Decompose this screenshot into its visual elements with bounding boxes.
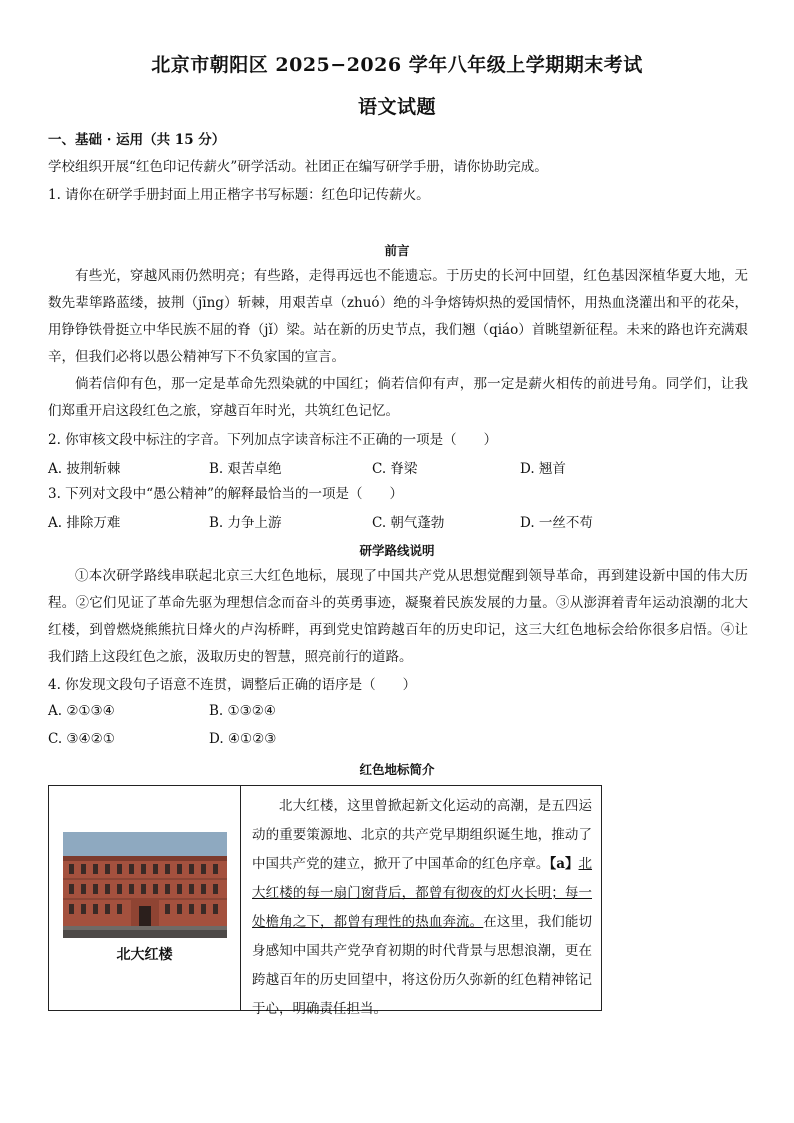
description-text-before: 北大红楼，这里曾掀起新文化运动的高潮，是五四运动的重要策源地、北京的共产党早期组织诞生地，推动了中国共产党的建立，掀开了中国革命的红色序章。 [252, 798, 592, 872]
question-1: 1. 请你在研学手册封面上用正楷字书写标题：红色印记传薪火。 [48, 187, 430, 203]
q3-option-a: A. 排除万难 [48, 515, 121, 531]
sentence-marker-a: 【a】 [549, 856, 579, 872]
q2-option-c: C. 脊梁 [372, 461, 418, 477]
landmark-table [48, 785, 602, 1017]
red-building-photo [63, 832, 227, 938]
q2-option-d: D. 翘首 [520, 461, 566, 477]
exam-subtitle: 语文试题 [357, 96, 436, 118]
route-paragraph: ①本次研学路线串联起北京三大红色地标，展现了中国共产党从思想觉醒到领导革命，再到建设新中国的伟大历程。②它们见证了革命先驱为理想信念而奋斗的英勇事迹，凝聚着民族发展的力量。③从澎湃着青年运动浪潮的北大红楼，到曾燃烧熊熊抗日烽火的卢沟桥畔，再到党史馆跨越百年的历史印记，这三大红色地标会给你很多启悟。④让我们踏上这段红色之旅，汲取历史的智慧，照亮前行的道路。 [48, 568, 748, 665]
q3-option-c: C. 朝气蓬勃 [372, 515, 445, 531]
question-4-stem: 4. 你发现文段句子语意不连贯，调整后正确的语序是（ ） [48, 677, 417, 693]
question-2-stem: 2. 你审核文段中标注的字音。下列加点字读音标注不正确的一项是（ ） [48, 432, 498, 448]
q4-option-c: C. ③④②① [48, 731, 115, 747]
landmarks-heading: 红色地标简介 [359, 762, 435, 777]
description-text-after: 在这里，我们能切身感知中国共产党孕育初期的时代背景与思想浪潮，更在跨越百年的历史回望中，将这份历久弥新的红色精神铭记于心，明确责任担当。 [252, 914, 593, 1017]
preface-paragraph-1: 有些光，穿越风雨仍然明亮；有些路，走得再远也不能遗忘。于历史的长河中回望，红色基因深植华夏大地，无数先辈筚路蓝缕，披荆（jīng）斩棘，用艰苦卓（zhuó）绝的斗争熔铸炽热的爱国情怀，用热血浇灌出和平的花朵，用铮铮铁骨挺立中华民族不屈的脊（jǐ）梁。站在新的历史节点，我们翘（qiáo）首眺望新征程。未来的路也许充满艰辛，但我们必将以愚公精神写下不负家国的宣言。 [48, 268, 748, 365]
photo-caption: 北大红楼 [116, 947, 173, 963]
route-heading: 研学路线说明 [359, 543, 435, 558]
exam-title: 北京市朝阳区 2025−2026 学年八年级上学期期末考试 [151, 54, 643, 76]
table-divider [240, 786, 241, 1010]
q4-option-b: B. ①③②④ [209, 703, 276, 719]
question-3-stem: 3. 下列对文段中“愚公精神”的解释最恰当的一项是（ ） [48, 486, 403, 502]
preface-heading: 前言 [384, 243, 410, 258]
q3-option-d: D. 一丝不苟 [520, 515, 593, 531]
q3-option-b: B. 力争上游 [209, 515, 282, 531]
q4-option-d: D. ④①②③ [209, 731, 277, 747]
preface-paragraph-2: 倘若信仰有色，那一定是革命先烈染就的中国红；倘若信仰有声，那一定是薪火相传的前进号角。同学们，让我们郑重开启这段红色之旅，穿越百年时光，共筑红色记忆。 [48, 376, 748, 419]
section-heading: 一、基础 · 运用（共 15 分） [48, 132, 226, 148]
landmark-description [252, 792, 592, 1024]
underlined-sentence: 北大红楼的每一扇门窗背后，都曾有彻夜的灯火长明；每一处檐角之下，都曾有理性的热血奔流。 [252, 856, 593, 930]
q2-option-a: A. 披荆斩棘 [48, 461, 121, 477]
q4-option-a: A. ②①③④ [48, 703, 115, 719]
section-intro: 学校组织开展“红色印记传薪火”研学活动。社团正在编写研学手册，请你协助完成。 [48, 159, 548, 175]
q2-option-b: B. 艰苦卓绝 [209, 461, 282, 477]
